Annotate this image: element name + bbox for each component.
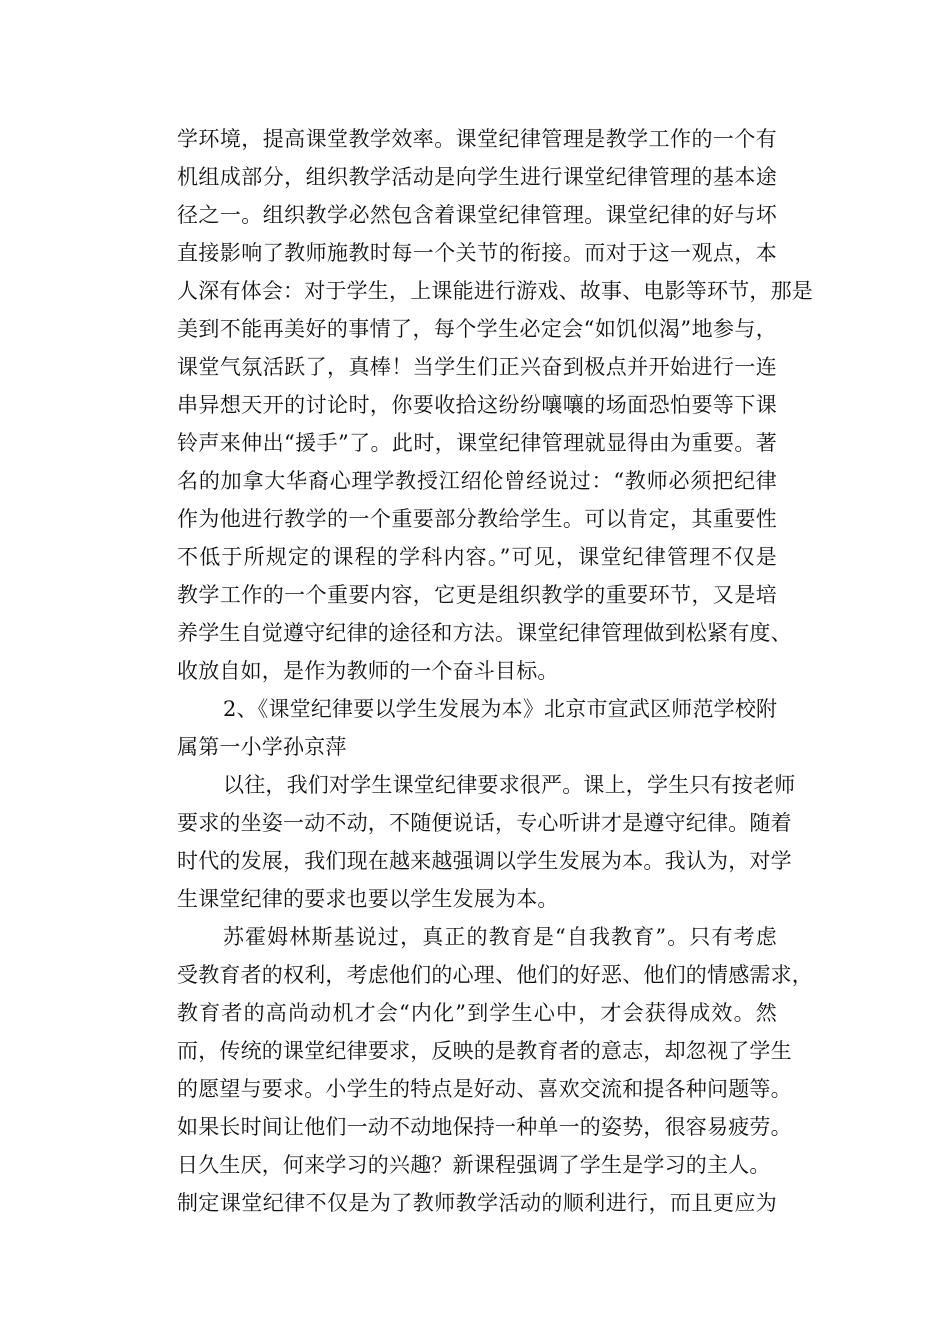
text-line: 受教育者的权利，考虑他们的心理、他们的好恶、他们的情感需求，: [177, 963, 813, 987]
text-line: 不低于所规定的课程的学科内容。”可见，课堂纪律管理不仅是: [177, 545, 777, 569]
text-line: 美到不能再美好的事情了，每个学生必定会“如饥似渴”地参与，: [177, 317, 777, 341]
text-line: 时代的发展，我们现在越来越强调以学生发展为本。我认为，对学: [177, 849, 792, 873]
text-line: 串异想天开的讨论时，你要收拾这纷纷嚷嚷的场面恐怕要等下课: [177, 393, 777, 417]
text-line: 作为他进行教学的一个重要部分教给学生。可以肯定，其重要性: [177, 507, 777, 531]
text-line: 日久生厌，何来学习的兴趣？新课程强调了学生是学习的主人。: [177, 1153, 771, 1177]
text-line: 的愿望与要求。小学生的特点是好动、喜欢交流和提各种问题等。: [177, 1077, 792, 1101]
text-line: 苏霍姆林斯基说过，真正的教育是“自我教育”。只有考虑: [223, 925, 777, 949]
text-line: 人深有体会：对于学生，上课能进行游戏、故事、电影等环节，那是: [177, 279, 813, 303]
text-line: 收放自如，是作为教师的一个奋斗目标。: [177, 659, 559, 683]
text-line: 铃声来伸出“援手”了。此时，课堂纪律管理就显得由为重要。著: [177, 431, 777, 455]
text-line: 直接影响了教师施教时每一个关节的衔接。而对于这一观点，本: [177, 241, 777, 265]
text-line: 养学生自觉遵守纪律的途径和方法。课堂纪律管理做到松紧有度、: [177, 621, 792, 645]
text-line: 名的加拿大华裔心理学教授江绍伦曾经说过：“教师必须把纪律: [177, 469, 777, 493]
text-line: 而，传统的课堂纪律要求，反映的是教育者的意志，却忽视了学生: [177, 1039, 792, 1063]
text-line: 以往，我们对学生课堂纪律要求很严。课上，学生只有按老师: [223, 773, 796, 797]
text-line: 机组成部分，组织教学活动是向学生进行课堂纪律管理的基本途: [177, 165, 777, 189]
document-body: [177, 120, 813, 1222]
text-line: 要求的坐姿一动不动，不随便说话，专心听讲才是遵守纪律。随着: [177, 811, 792, 835]
section-heading-line: 属第一小学孙京萍: [177, 735, 347, 759]
section-heading-line: 2、《课堂纪律要以学生发展为本》北京市宣武区师范学校附: [223, 697, 778, 721]
text-line: 课堂气氛活跃了，真棒！当学生们正兴奋到极点并开始进行一连: [177, 355, 777, 379]
text-line: 生课堂纪律的要求也要以学生发展为本。: [177, 887, 559, 911]
text-line: 制定课堂纪律不仅是为了教师教学活动的顺利进行，而且更应为: [177, 1191, 777, 1215]
text-line: 教学工作的一个重要内容，它更是组织教学的重要环节，又是培: [177, 583, 777, 607]
text-line: 径之一。组织教学必然包含着课堂纪律管理。课堂纪律的好与坏: [177, 203, 777, 227]
text-line: 学环境，提高课堂教学效率。课堂纪律管理是教学工作的一个有: [177, 127, 777, 151]
text-line: 如果长时间让他们一动不动地保持一种单一的姿势，很容易疲劳。: [177, 1115, 792, 1139]
text-line: 教育者的高尚动机才会“内化”到学生心中，才会获得成效。然: [177, 1001, 777, 1025]
